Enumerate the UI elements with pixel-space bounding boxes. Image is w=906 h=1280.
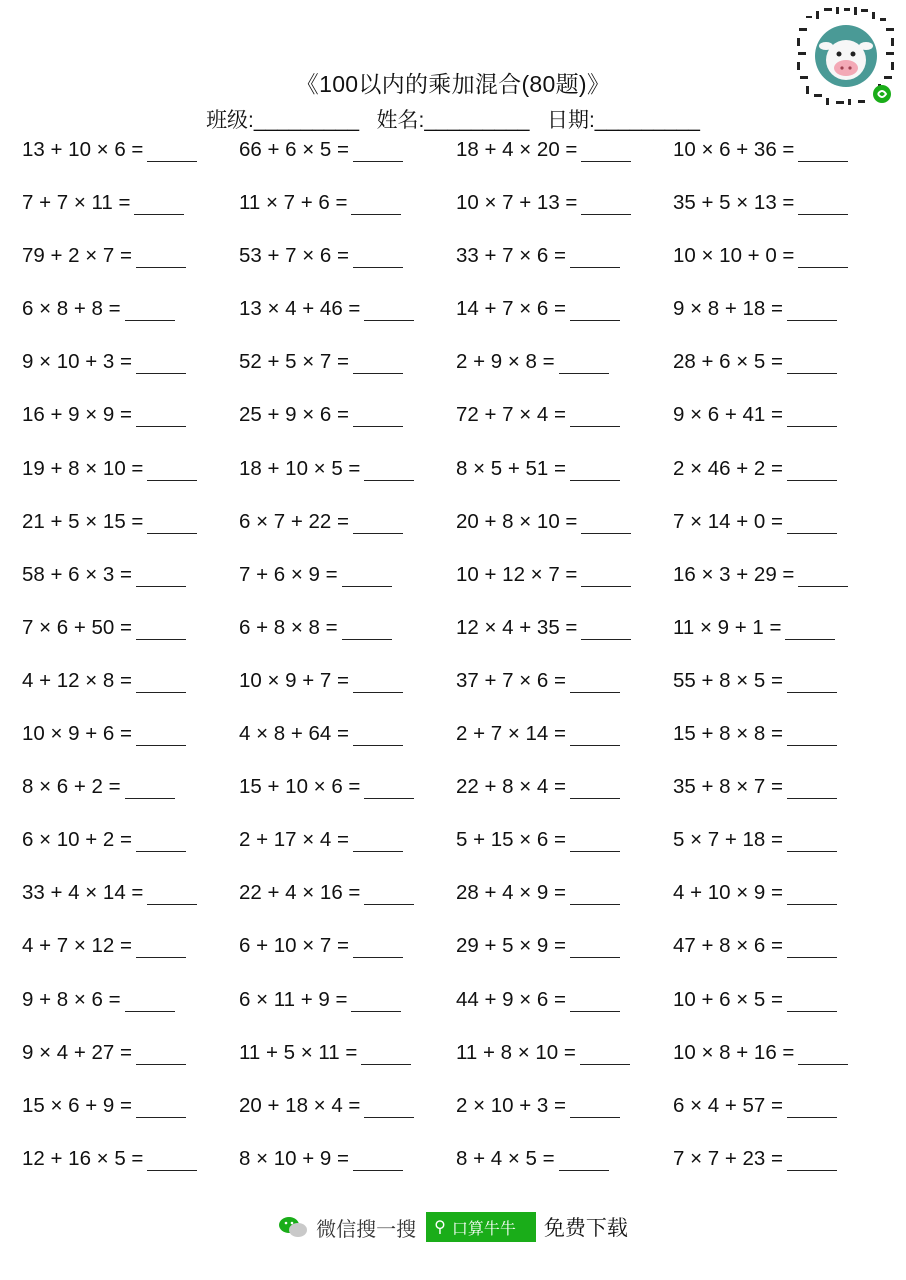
math-problem (673, 988, 837, 1012)
math-problem (456, 191, 631, 215)
math-problem (22, 1094, 186, 1118)
answer-blank (353, 727, 403, 746)
problem-row (22, 403, 902, 456)
answer-blank (581, 621, 631, 640)
student-info-line: 班级:_________ 姓名:_________ 日期:_________ (206, 109, 700, 132)
problem-text: 6 × 4 + 57 = (673, 1093, 783, 1117)
answer-blank (147, 886, 197, 905)
math-problem (456, 1041, 630, 1065)
problem-text: 12 × 4 + 35 = (456, 615, 578, 639)
problem-text: 20 + 8 × 10 = (456, 509, 578, 533)
problem-text: 21 + 5 × 15 = (22, 509, 144, 533)
problem-row (22, 191, 902, 244)
problem-text: 9 + 8 × 6 = (22, 987, 121, 1011)
math-problem (239, 1041, 411, 1065)
math-problem (239, 350, 403, 374)
math-problem (239, 1094, 414, 1118)
problem-text: 37 + 7 × 6 = (456, 668, 566, 692)
answer-blank (136, 1099, 186, 1118)
problem-text: 47 + 8 × 6 = (673, 934, 783, 958)
answer-blank (559, 1152, 609, 1171)
problem-text: 22 + 4 × 16 = (239, 881, 361, 905)
problem-text: 11 + 8 × 10 = (456, 1040, 576, 1064)
math-problem (239, 828, 403, 852)
problem-text: 4 + 7 × 12 = (22, 934, 132, 958)
problem-text: 6 × 10 + 2 = (22, 828, 132, 852)
answer-blank (353, 1152, 403, 1171)
problem-text: 19 + 8 × 10 = (22, 456, 144, 480)
problem-text: 44 + 9 × 6 = (456, 987, 566, 1011)
answer-blank (581, 196, 631, 215)
problem-text: 6 × 7 + 22 = (239, 509, 349, 533)
mini-program-qr-code-icon (796, 6, 896, 106)
problem-text: 8 × 6 + 2 = (22, 775, 121, 799)
answer-blank (785, 621, 835, 640)
answer-blank (570, 993, 620, 1012)
answer-blank (342, 621, 392, 640)
answer-blank (351, 196, 401, 215)
math-problem (456, 988, 620, 1012)
problem-text: 25 + 9 × 6 = (239, 403, 349, 427)
answer-blank (798, 1046, 848, 1065)
problem-grid (22, 138, 902, 1200)
math-problem (456, 510, 631, 534)
answer-blank (353, 408, 403, 427)
problem-text: 58 + 6 × 3 = (22, 562, 132, 586)
problem-text: 35 + 8 × 7 = (673, 775, 783, 799)
math-problem (673, 457, 837, 481)
problem-text: 6 + 8 × 8 = (239, 615, 338, 639)
problem-text: 15 × 6 + 9 = (22, 1093, 132, 1117)
answer-blank (136, 727, 186, 746)
problem-row (22, 138, 902, 191)
answer-blank (353, 939, 403, 958)
answer-blank (361, 1046, 411, 1065)
wechat-search-text: 微信搜一搜 (316, 1218, 417, 1241)
answer-blank (136, 249, 186, 268)
answer-blank (136, 833, 186, 852)
problem-text: 2 × 46 + 2 = (673, 456, 783, 480)
answer-blank (136, 621, 186, 640)
answer-blank (364, 462, 414, 481)
answer-blank (351, 993, 401, 1012)
problem-text: 10 × 10 + 0 = (673, 244, 795, 268)
answer-blank (342, 568, 392, 587)
footer-banner (0, 1212, 906, 1242)
problem-text: 2 + 9 × 8 = (456, 350, 555, 374)
math-problem (456, 563, 631, 587)
math-problem (239, 297, 414, 321)
math-problem (22, 1041, 186, 1065)
problem-row (22, 669, 902, 722)
problem-text: 20 + 18 × 4 = (239, 1093, 361, 1117)
answer-blank (353, 674, 403, 693)
math-problem (22, 775, 175, 799)
problem-row (22, 775, 902, 828)
problem-text: 9 × 6 + 41 = (673, 403, 783, 427)
problem-text: 4 × 8 + 64 = (239, 722, 349, 746)
answer-blank (136, 1046, 186, 1065)
answer-blank (136, 355, 186, 374)
answer-blank (353, 143, 403, 162)
problem-text: 4 + 10 × 9 = (673, 881, 783, 905)
math-problem (239, 1147, 403, 1171)
math-problem (673, 934, 837, 958)
problem-row (22, 1094, 902, 1147)
answer-blank (136, 568, 186, 587)
math-problem (239, 669, 403, 693)
answer-blank (581, 568, 631, 587)
answer-blank (570, 780, 620, 799)
problem-text: 4 + 12 × 8 = (22, 668, 132, 692)
answer-blank (787, 780, 837, 799)
math-problem (239, 403, 403, 427)
math-problem (456, 722, 620, 746)
math-problem (673, 616, 835, 640)
problem-text: 5 × 7 + 18 = (673, 828, 783, 852)
answer-blank (787, 727, 837, 746)
problem-text: 8 × 5 + 51 = (456, 456, 566, 480)
problem-text: 52 + 5 × 7 = (239, 350, 349, 374)
answer-blank (125, 780, 175, 799)
answer-blank (580, 1046, 630, 1065)
math-problem (239, 775, 414, 799)
math-problem (22, 934, 186, 958)
problem-text: 13 + 10 × 6 = (22, 138, 144, 161)
math-problem (22, 881, 197, 905)
answer-blank (147, 1152, 197, 1171)
math-problem (239, 934, 403, 958)
math-problem (22, 722, 186, 746)
math-problem (22, 988, 175, 1012)
problem-text: 10 + 12 × 7 = (456, 562, 578, 586)
math-problem (239, 988, 401, 1012)
answer-blank (570, 408, 620, 427)
problem-text: 10 × 9 + 7 = (239, 668, 349, 692)
answer-blank (787, 355, 837, 374)
problem-text: 29 + 5 × 9 = (456, 934, 566, 958)
math-problem (22, 244, 186, 268)
math-problem (673, 722, 837, 746)
math-problem (673, 191, 848, 215)
problem-text: 22 + 8 × 4 = (456, 775, 566, 799)
answer-blank (570, 674, 620, 693)
math-problem (673, 1094, 837, 1118)
math-problem (22, 457, 197, 481)
problem-text: 9 × 8 + 18 = (673, 297, 783, 321)
math-problem (456, 881, 620, 905)
math-problem (22, 669, 186, 693)
problem-text: 14 + 7 × 6 = (456, 297, 566, 321)
answer-blank (134, 196, 184, 215)
answer-blank (559, 355, 609, 374)
answer-blank (570, 939, 620, 958)
math-problem (456, 297, 620, 321)
problem-text: 10 × 6 + 36 = (673, 138, 795, 161)
answer-blank (787, 1152, 837, 1171)
math-problem (239, 138, 403, 162)
answer-blank (136, 939, 186, 958)
math-problem (456, 934, 620, 958)
problem-text: 7 × 14 + 0 = (673, 509, 783, 533)
math-problem (22, 1147, 197, 1171)
math-problem (22, 563, 186, 587)
problem-text: 72 + 7 × 4 = (456, 403, 566, 427)
answer-blank (364, 780, 414, 799)
problem-row (22, 350, 902, 403)
answer-blank (570, 462, 620, 481)
math-problem (456, 244, 620, 268)
problem-text: 18 + 10 × 5 = (239, 456, 361, 480)
problem-row (22, 510, 902, 563)
answer-blank (787, 833, 837, 852)
problem-text: 7 × 6 + 50 = (22, 615, 132, 639)
problem-text: 7 + 6 × 9 = (239, 562, 338, 586)
problem-row (22, 616, 902, 669)
problem-text: 2 + 17 × 4 = (239, 828, 349, 852)
math-problem (456, 1147, 609, 1171)
math-problem (456, 1094, 620, 1118)
math-problem (239, 616, 392, 640)
problem-text: 8 × 10 + 9 = (239, 1146, 349, 1170)
math-problem (22, 297, 175, 321)
math-problem (673, 563, 848, 587)
problem-text: 18 + 4 × 20 = (456, 138, 578, 161)
answer-blank (353, 515, 403, 534)
math-problem (673, 881, 837, 905)
math-problem (239, 244, 403, 268)
problem-row (22, 828, 902, 881)
math-problem (673, 669, 837, 693)
math-problem (22, 510, 197, 534)
answer-blank (364, 302, 414, 321)
problem-text: 16 + 9 × 9 = (22, 403, 132, 427)
answer-blank (787, 674, 837, 693)
answer-blank (787, 993, 837, 1012)
math-problem (22, 403, 186, 427)
problem-text: 11 × 7 + 6 = (239, 191, 348, 215)
answer-blank (136, 674, 186, 693)
math-problem (239, 510, 403, 534)
math-problem (456, 403, 620, 427)
answer-blank (787, 886, 837, 905)
problem-row (22, 722, 902, 775)
problem-text: 33 + 4 × 14 = (22, 881, 144, 905)
problem-text: 28 + 4 × 9 = (456, 881, 566, 905)
math-problem (673, 297, 837, 321)
problem-row (22, 297, 902, 350)
answer-blank (787, 939, 837, 958)
answer-blank (353, 833, 403, 852)
problem-text: 55 + 8 × 5 = (673, 668, 783, 692)
problem-text: 15 + 8 × 8 = (673, 722, 783, 746)
problem-text: 16 × 3 + 29 = (673, 562, 795, 586)
problem-text: 9 × 4 + 27 = (22, 1040, 132, 1064)
answer-blank (798, 568, 848, 587)
math-problem (22, 828, 186, 852)
answer-blank (570, 302, 620, 321)
problem-row (22, 457, 902, 510)
problem-text: 5 + 15 × 6 = (456, 828, 566, 852)
math-problem (22, 350, 186, 374)
problem-text: 10 × 8 + 16 = (673, 1040, 795, 1064)
answer-blank (353, 249, 403, 268)
problem-row (22, 934, 902, 987)
problem-text: 13 × 4 + 46 = (239, 297, 361, 321)
problem-text: 7 × 7 + 23 = (673, 1146, 783, 1170)
math-problem (239, 191, 401, 215)
problem-text: 7 + 7 × 11 = (22, 191, 131, 215)
problem-text: 10 × 7 + 13 = (456, 191, 578, 215)
answer-blank (581, 143, 631, 162)
math-problem (456, 350, 609, 374)
math-problem (239, 457, 414, 481)
problem-text: 6 + 10 × 7 = (239, 934, 349, 958)
answer-blank (787, 462, 837, 481)
problem-text: 2 × 10 + 3 = (456, 1093, 566, 1117)
problem-text: 2 + 7 × 14 = (456, 722, 566, 746)
math-problem (239, 722, 403, 746)
answer-blank (787, 408, 837, 427)
answer-blank (125, 302, 175, 321)
answer-blank (581, 515, 631, 534)
math-problem (673, 828, 837, 852)
math-problem (22, 616, 186, 640)
answer-blank (798, 196, 848, 215)
answer-blank (798, 143, 848, 162)
math-problem (22, 138, 197, 162)
math-problem (22, 191, 184, 215)
answer-blank (147, 515, 197, 534)
problem-text: 9 × 10 + 3 = (22, 350, 132, 374)
wechat-icon (278, 1215, 308, 1239)
math-problem (673, 403, 837, 427)
problem-text: 6 × 8 + 8 = (22, 297, 121, 321)
math-problem (673, 775, 837, 799)
problem-text: 35 + 5 × 13 = (673, 191, 795, 215)
problem-row (22, 563, 902, 616)
problem-text: 11 + 5 × 11 = (239, 1040, 358, 1064)
math-problem (456, 457, 620, 481)
answer-blank (147, 462, 197, 481)
math-problem (456, 616, 631, 640)
answer-blank (798, 249, 848, 268)
math-problem (673, 138, 848, 162)
answer-blank (787, 515, 837, 534)
answer-blank (570, 249, 620, 268)
math-problem (673, 1147, 837, 1171)
problem-text: 33 + 7 × 6 = (456, 244, 566, 268)
problem-row (22, 881, 902, 934)
answer-blank (125, 993, 175, 1012)
problem-text: 28 + 6 × 5 = (673, 350, 783, 374)
math-problem (673, 350, 837, 374)
answer-blank (570, 833, 620, 852)
math-problem (239, 563, 392, 587)
answer-blank (147, 143, 197, 162)
answer-blank (353, 355, 403, 374)
answer-blank (364, 1099, 414, 1118)
answer-blank (570, 886, 620, 905)
problem-text: 10 × 9 + 6 = (22, 722, 132, 746)
worksheet-title: 《100以内的乘加混合(80题)》 (295, 71, 611, 97)
problem-text: 53 + 7 × 6 = (239, 244, 349, 268)
problem-text: 79 + 2 × 7 = (22, 244, 132, 268)
math-problem (673, 1041, 848, 1065)
answer-blank (136, 408, 186, 427)
problem-text: 6 × 11 + 9 = (239, 987, 348, 1011)
math-problem (456, 828, 620, 852)
math-problem (456, 669, 620, 693)
problem-text: 11 × 9 + 1 = (673, 615, 782, 639)
math-problem (456, 775, 620, 799)
math-problem (239, 881, 414, 905)
answer-blank (570, 727, 620, 746)
search-term: 口算牛牛 (451, 1220, 516, 1238)
problem-row (22, 1147, 902, 1200)
problem-row (22, 988, 902, 1041)
problem-text: 12 + 16 × 5 = (22, 1146, 144, 1170)
answer-blank (364, 886, 414, 905)
search-box (426, 1212, 536, 1242)
answer-blank (570, 1099, 620, 1118)
problem-text: 8 + 4 × 5 = (456, 1146, 555, 1170)
math-problem (673, 244, 848, 268)
math-problem (456, 138, 631, 162)
problem-row (22, 244, 902, 297)
math-problem (673, 510, 837, 534)
problem-row (22, 1041, 902, 1094)
problem-text: 15 + 10 × 6 = (239, 775, 361, 799)
download-text: 免费下载 (543, 1217, 628, 1240)
answer-blank (787, 1099, 837, 1118)
problem-text: 10 + 6 × 5 = (673, 987, 783, 1011)
answer-blank (787, 302, 837, 321)
problem-text: 66 + 6 × 5 = (239, 138, 349, 161)
search-icon: ⚲ (434, 1219, 446, 1236)
